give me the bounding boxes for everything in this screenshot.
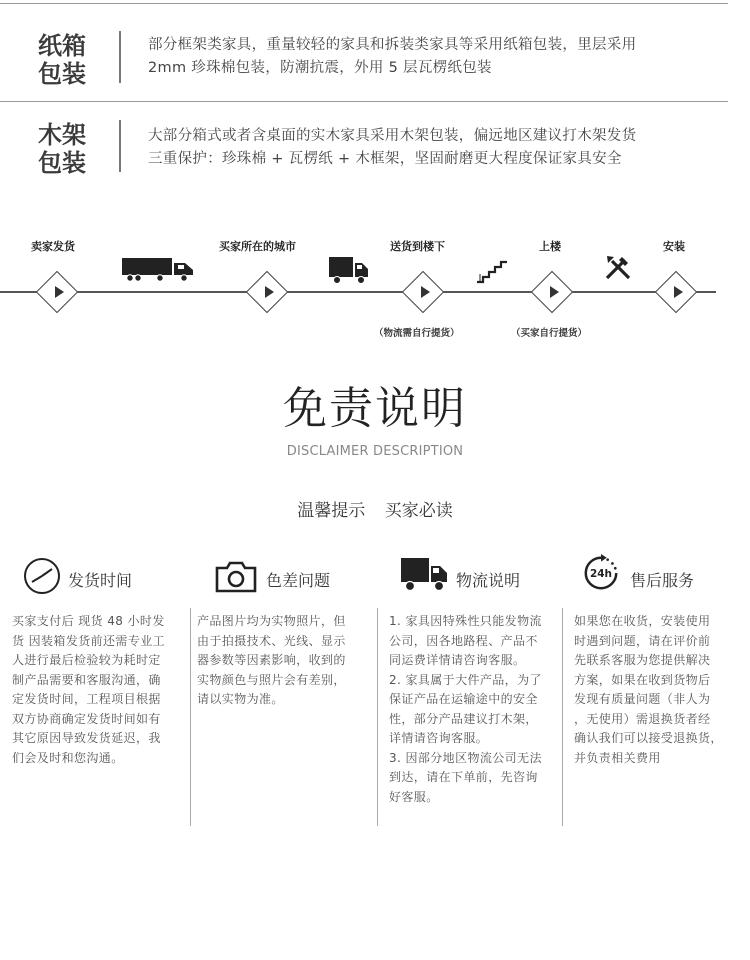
text-line: 实物颜色与照片会有差别， bbox=[197, 672, 346, 687]
text-line: 由于拍摄技术、光线、显示 bbox=[197, 633, 346, 648]
step-note-downstairs: （物流需自行提货） bbox=[374, 328, 460, 339]
text-line: 性，部分产品建议打木架， bbox=[389, 711, 538, 726]
play-icon bbox=[550, 286, 559, 298]
col-text-logistics bbox=[389, 612, 565, 807]
step-label-seller-ships: 卖家发货 bbox=[31, 240, 75, 253]
step-label-upstairs: 上楼 bbox=[539, 240, 561, 253]
text-line: 时遇到问题，请在评价前 bbox=[574, 633, 711, 648]
col-title-logistics: 物流说明 bbox=[456, 571, 521, 590]
text-line: 保证产品在运输途中的安全 bbox=[389, 692, 538, 706]
step-note-upstairs: （买家自行提货） bbox=[511, 328, 588, 339]
text-line: 公司，因各地路程、产品不 bbox=[389, 633, 538, 648]
col-text-ship-time bbox=[12, 612, 190, 768]
carton-desc-line2: 2mm 珍珠棉包装，防潮抗震，外用 5 层瓦楞纸包装 bbox=[148, 60, 492, 76]
clock-icon bbox=[22, 556, 62, 596]
truck-icon bbox=[401, 555, 449, 595]
text-line: 制产品需要和客服沟通，确 bbox=[12, 672, 161, 687]
text-line: 如果您在收货，安装使用 bbox=[574, 614, 711, 628]
text-line: 发现有质量问题（非人为 bbox=[574, 692, 711, 706]
text-line: 同运费详情请咨询客服。 bbox=[389, 653, 526, 667]
disclaimer-title: 免责说明 bbox=[283, 383, 467, 434]
step-label-downstairs: 送货到楼下 bbox=[390, 240, 445, 253]
carton-desc-line1: 部分框架类家具，重量较轻的家具和拆装类家具等采用纸箱包装，里层采用 bbox=[148, 37, 637, 53]
carton-packing-desc bbox=[148, 34, 728, 80]
carton-title-line1: 纸箱 bbox=[38, 32, 86, 60]
text-line: 确认我们可以接受退换货， bbox=[574, 731, 723, 745]
text-line: 并负责相关费用 bbox=[574, 750, 661, 765]
24h-service-icon bbox=[580, 553, 622, 593]
text-line: 双方协商确定发货时间如有 bbox=[12, 711, 161, 726]
carton-title-line2: 包装 bbox=[38, 60, 86, 88]
semi-truck-icon bbox=[122, 255, 196, 283]
stairs-icon bbox=[476, 258, 510, 284]
wood-packing-title bbox=[32, 121, 92, 177]
wood-desc-line2: 三重保护：珍珠棉 + 瓦楞纸 + 木框架，坚固耐磨更大程度保证家具安全 bbox=[148, 151, 622, 167]
text-line: 产品图片均为实物照片，但 bbox=[197, 614, 346, 628]
text-line: 2. 家具属于大件产品，为了 bbox=[389, 672, 542, 687]
col-title-color-diff: 色差问题 bbox=[266, 571, 331, 590]
carton-accent-bar bbox=[119, 31, 121, 83]
text-line: 其它原因导致发货延迟，我 bbox=[12, 731, 161, 745]
step-label-buyer-city: 买家所在的城市 bbox=[219, 240, 296, 253]
play-icon bbox=[265, 286, 274, 298]
play-icon bbox=[674, 286, 683, 298]
text-line: 定发货时间，工程项目根据 bbox=[12, 692, 161, 706]
tools-icon bbox=[603, 252, 633, 282]
text-line: 详情请咨询客服。 bbox=[389, 731, 489, 745]
top-divider bbox=[0, 3, 728, 4]
wood-title-line2: 包装 bbox=[38, 149, 86, 177]
text-line: 3. 因部分地区物流公司无法 bbox=[389, 750, 542, 765]
wood-desc-line1: 大部分箱式或者含桌面的实木家具采用木架包装，偏远地区建议打木架发货 bbox=[148, 128, 637, 144]
reminder-heading: 温馨提示 买家必读 bbox=[297, 501, 453, 521]
col-title-after-sales: 售后服务 bbox=[630, 571, 695, 590]
carton-packing-title bbox=[32, 32, 92, 88]
column-divider bbox=[190, 608, 191, 826]
text-line: ，无使用）需退换货者经 bbox=[574, 711, 711, 726]
text-line: 器参数等因素影响，收到的 bbox=[197, 653, 346, 667]
wood-title-line1: 木架 bbox=[38, 121, 86, 149]
delivery-truck-icon bbox=[329, 257, 369, 285]
24h-text: 24h bbox=[589, 567, 613, 580]
column-divider bbox=[562, 608, 563, 826]
flow-timeline bbox=[0, 291, 716, 293]
text-line: 人进行最后检验较为耗时定 bbox=[12, 653, 161, 667]
text-line: 货 因装箱发货前还需专业工 bbox=[12, 633, 166, 648]
disclaimer-subtitle: DISCLAIMER DESCRIPTION bbox=[286, 444, 464, 459]
text-line: 先联系客服为您提供解决 bbox=[574, 653, 711, 667]
wood-packing-desc bbox=[148, 125, 728, 171]
packing-divider bbox=[0, 101, 728, 102]
text-line: 请以实物为准。 bbox=[197, 692, 284, 706]
play-icon bbox=[421, 286, 430, 298]
play-icon bbox=[55, 286, 64, 298]
column-divider bbox=[377, 608, 378, 826]
text-line: 们会及时和您沟通。 bbox=[12, 750, 124, 765]
text-line: 好客服。 bbox=[389, 789, 439, 804]
text-line: 1. 家具因特殊性只能发物流 bbox=[389, 614, 542, 628]
col-text-color-diff bbox=[197, 612, 375, 710]
wood-accent-bar bbox=[119, 120, 121, 172]
text-line: 方案，如果在收到货物后 bbox=[574, 672, 711, 687]
step-label-install: 安装 bbox=[663, 240, 685, 253]
col-title-ship-time: 发货时间 bbox=[68, 571, 133, 590]
text-line: 到达，请在下单前，先咨询 bbox=[389, 770, 538, 784]
camera-icon bbox=[214, 557, 258, 597]
text-line: 买家支付后 现货 48 小时发 bbox=[12, 614, 165, 628]
col-text-after-sales bbox=[574, 612, 746, 768]
